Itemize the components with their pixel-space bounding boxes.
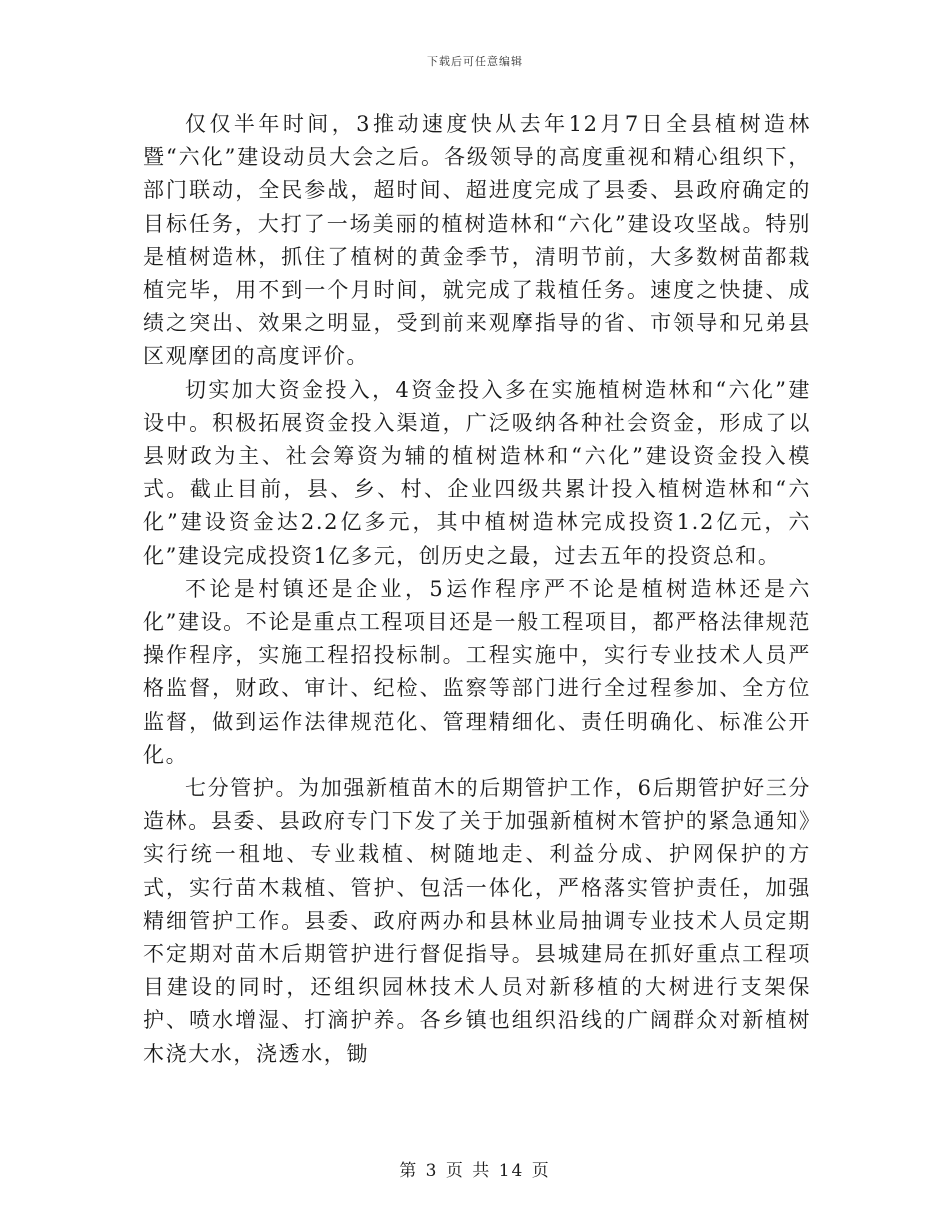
paragraph-speed: 仅仅半年时间，3推动速度快从去年12月7日全县植树造林暨“六化”建设动员大会之后。各级领导的高度重视和精心组织下，部门联动，全民参战，超时间、超进度完成了县委、县政府确定的目标任务，大打了一场美丽的植树造林和“六化”建设攻坚战。特别是植树造林，抓住了植树的黄金季节，清明节前，大多数树苗都栽植完毕，用不到一个月时间，就完成了栽植任务。速度之快捷、成绩之突出、效果之明显，受到前来观摩指导的省、市领导和兄弟县区观摩团的高度评价。 [143, 112, 811, 369]
paragraph-procedure: 不论是村镇还是企业，5运作程序严不论是植树造林还是六化”建设。不论是重点工程项目还是一般工程项目，都严格法律规范操作程序，实施工程招投标制。工程实施中，实行专业技术人员严格监督，财政、审计、纪检、监察等部门进行全过程参加、全方位监督，做到运作法律规范化、管理精细化、责任明确化、标准公开化。 [143, 576, 811, 767]
paragraph-maintenance: 七分管护。为加强新植苗木的后期管护工作，6后期管护好三分造林。县委、县政府专门下发了关于加强新植树木管护的紧急通知》实行统一租地、专业栽植、树随地走、利益分成、护网保护的方式，实行苗木栽植、管护、包活一体化，严格落实管护责任，加强精细管护工作。县委、政府两办和县林业局抽调专业技术人员定期不定期对苗木后期管护进行督促指导。县城建局在抓好重点工程项目建设的同时，还组织园林技术人员对新移植的大树进行支架保护、喷水增湿、打滴护养。各乡镇也组织沿线的广阔群众对新植树木浇大水，浇透水，锄 [143, 776, 811, 1066]
paragraph-funding: 切实加大资金投入，4资金投入多在实施植树造林和“六化”建设中。积极拓展资金投入渠道，广泛吸纳各种社会资金，形成了以县财政为主、社会筹资为辅的植树造林和“六化”建设资金投入模式。截止目前，县、乡、村、企业四级共累计投入植树造林和“六化”建设资金达2.2亿多元，其中植树造林完成投资1.2亿元，六化”建设完成投资1亿多元，创历史之最，过去五年的投资总和。 [143, 377, 811, 568]
header-note: 下载后可任意编辑 [427, 55, 523, 68]
document-body [143, 108, 811, 1071]
page-number: 第 3 页 共 14 页 [399, 1161, 551, 1181]
